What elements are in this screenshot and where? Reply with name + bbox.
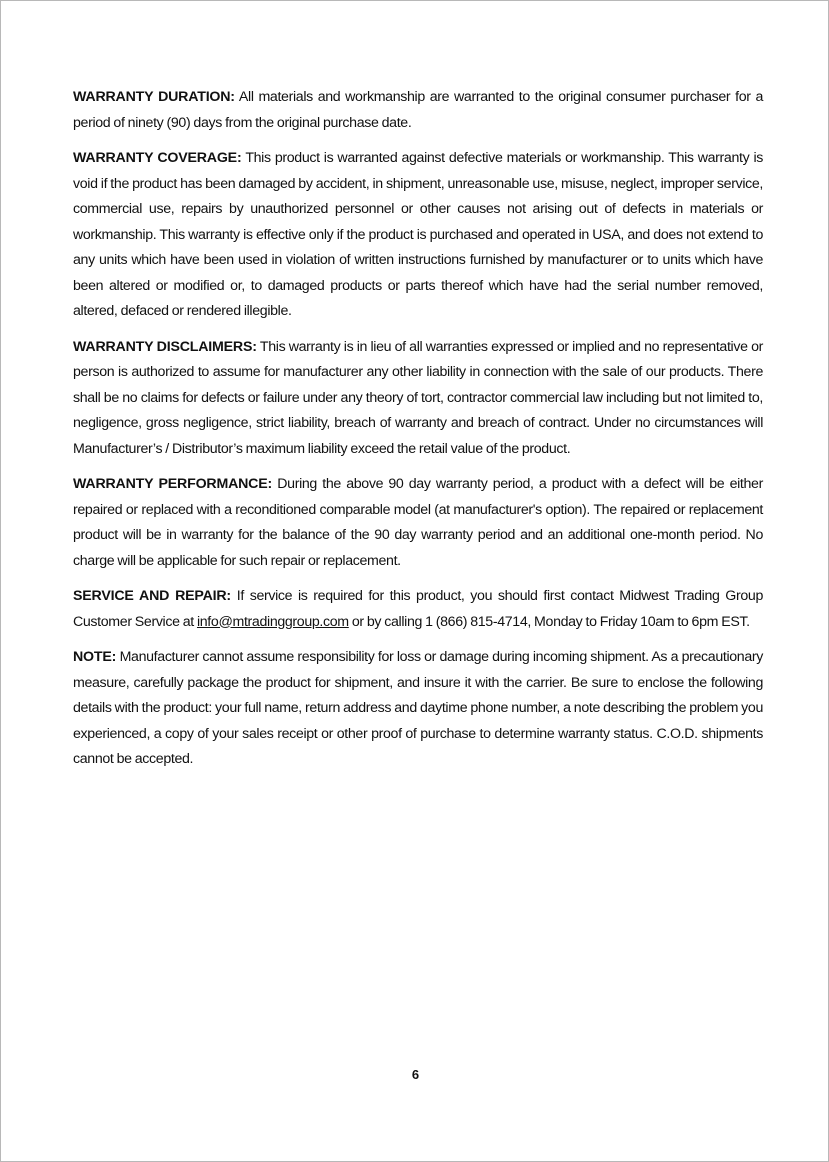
warranty-text bbox=[73, 85, 763, 783]
warranty-coverage-paragraph bbox=[73, 146, 763, 325]
service-and-repair-body-start: If service is required for this product, you should first contact Midwest Trading Group Customer Service at bbox=[73, 588, 763, 630]
warranty-disclaimers-body: This warranty is in lieu of all warranties expressed or implied and no representative or person is authorized to assume for manufacturer any other liability in connection with the sale of our products. There shall be no claims for defects or failure under any theory of tort, contractor commercial law including but not limited to, negligence, gross negligence, strict liability, breach of warranty and breach of contract. Under no circumstances will Manufacturer’s / Distributor’s maximum liability exceed the retail value of the product. bbox=[73, 338, 763, 457]
note-body: Manufacturer cannot assume responsibility for loss or damage during incoming shipment. As a precautionary measure, carefully package the product for shipment, and insure it with the carrier. Be sure to enclose the following details with the product: your full name, return address and daytime phone number, a note describing the problem you experienced, a copy of your sales receipt or other proof of purchase to determine warranty status. C.O.D. shipments cannot be accepted. bbox=[73, 649, 764, 767]
warranty-disclaimers-paragraph bbox=[73, 335, 763, 463]
warranty-coverage-body: This product is warranted against defective materials or workmanship. This warranty is void if the product has been damaged by accident, in shipment, unreasonable use, misuse, neglect, improper service, commercial use, repairs by unauthorized personnel or other causes not arising out of defects in materials or workmanship. This warranty is effective only if the product is purchased and operated in USA, and does not extend to any units which have been used in violation of written instructions furnished by manufacturer or to units which have been altered or modified or, to damaged products or parts thereof which have had the serial number removed, altered, defaced or rendered illegible. bbox=[73, 150, 763, 319]
page-number: 6 bbox=[411, 1067, 420, 1082]
note-heading: NOTE: bbox=[73, 649, 117, 665]
service-and-repair-heading: SERVICE AND REPAIR: bbox=[73, 588, 231, 604]
service-and-repair-body-end: or by calling 1 (866) 815-4714, Monday to Friday 10am to 6pm EST. bbox=[351, 613, 750, 630]
warranty-duration-paragraph bbox=[73, 85, 763, 136]
warranty-disclaimers-heading: WARRANTY DISCLAIMERS: bbox=[73, 338, 257, 355]
warranty-coverage-heading: WARRANTY COVERAGE: bbox=[73, 150, 242, 166]
service-and-repair-paragraph bbox=[73, 584, 763, 635]
support-email-link[interactable]: info@mtradinggroup.com bbox=[196, 613, 349, 630]
warranty-duration-body: All materials and workmanship are warranted to the original consumer purchaser for a period of ninety (90) days from the original purchase date. bbox=[73, 89, 764, 131]
warranty-performance-heading: WARRANTY PERFORMANCE: bbox=[73, 476, 272, 492]
note-paragraph bbox=[73, 645, 763, 773]
warranty-performance-body: During the above 90 day warranty period, a product with a defect will be either repaired or replaced with a reconditioned comparable model (at manufacturer's option). The repaired or replacement product will be in warranty for the balance of the 90 day warranty period and an additional one-month period. No charge will be applicable for such repair or replacement. bbox=[73, 476, 763, 569]
warranty-duration-heading: WARRANTY DURATION: bbox=[73, 89, 235, 105]
warranty-performance-paragraph bbox=[73, 472, 763, 574]
